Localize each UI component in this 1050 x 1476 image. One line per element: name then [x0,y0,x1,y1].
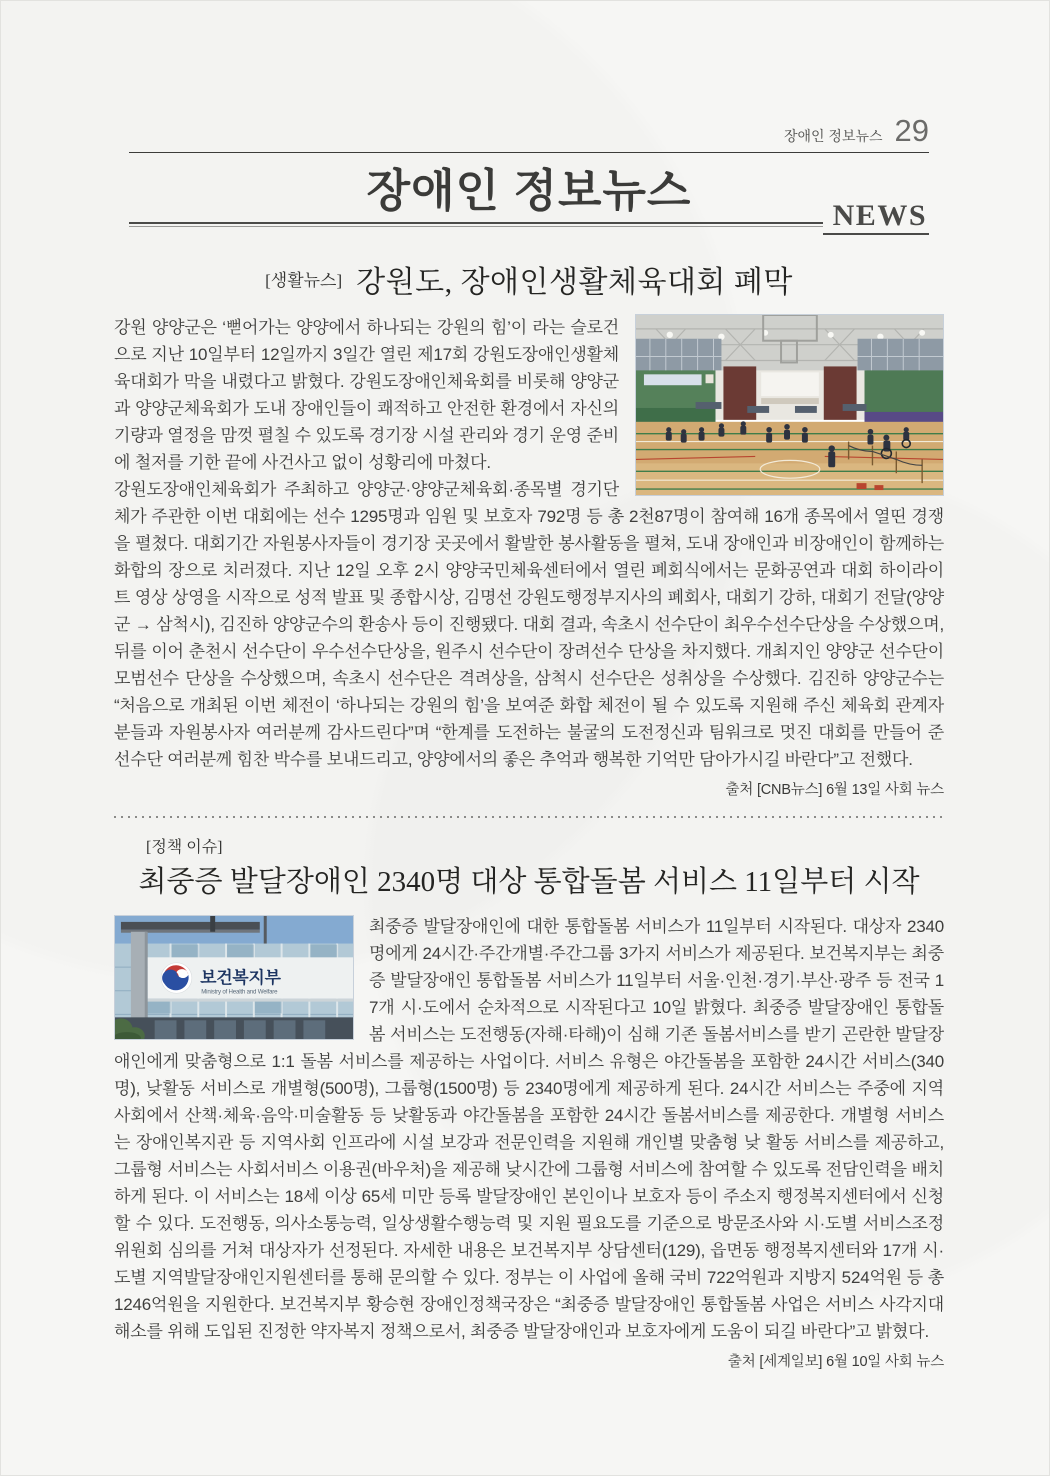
page-header [129,113,929,149]
article1-paragraph-2: 강원도장애인체육회가 주최하고 양양군·양양군체육회·종목별 경기단체가 주관한 이번 대회에는 선수 1295명과 임원 및 보호자 792명 등 총 2천87명이 참여해 16개 종목에서 열띤 경쟁을 펼쳤다. 대회기간 자원봉사자들이 경기장 곳곳에서 활발한 봉사활동을 펼쳐, 도내 장애인과 비장애인이 함께하는 화합의 장으로 치러졌다. 지난 12일 오후 2시 양양국민체육센터에서 열린 폐회식에서는 문화공연과 대회 하이라이트 영상 상영을 시작으로 성적 발표 및 종합시상, 김명선 강원도행정부지사의 폐회사, 대회기 강하, 대회기 전달(양양군 → 삼척시), 김진하 양양군수의 환송사 등이 진행됐다. 대회 결과, 속초시 선수단이 최우수선수단상을 수상했으며, 뒤를 이어 춘천시 선수단이 우수선수단상을, 원주시 선수단이 장려선수 단상을 차지했다. 개최지인 양양군 선수단이 모범선수 단상을 수상했으며, 속초시 선수단은 격려상을, 삼척시 선수단은 성취상을 수상했다. 김진하 양양군수는 “처음으로 개최된 이번 체전이 ‘하나되는 강원의 힘’을 보여준 화합 체전이 될 수 있도록 지원해 주신 체육회 관계자분들과 자원봉사자 여러분께 감사드린다”며 “한계를 도전하는 불굴의 도전정신과 팀워크로 멋진 대회를 만들어 준 선수단 여러분께 힘찬 박수를 보내드리고, 양양에서의 좋은 추억과 행복한 기억만 담아가시길 바란다”고 전했다. [114,480,944,769]
article2-body [114,913,944,1373]
ministry-sign-korean: 보건복지부 [200,967,281,987]
article2-source: 출처 [세계일보] 6월 10일 사회 뉴스 [727,1354,944,1370]
article1-header [114,257,944,301]
gymnasium-photo-illustration [636,315,943,495]
page-number: 29 [894,113,929,148]
article1-title: 강원도, 장애인생활체육대회 폐막 [356,266,793,299]
news-badge: NEWS [823,199,929,235]
article1-body [114,314,944,801]
section-label: 장애인 정보뉴스 [783,128,883,144]
moh-taegeuk-logo [161,963,192,994]
ministry-building-illustration [115,916,353,1039]
gymnasium-photo [635,314,944,496]
article2-category: [정책 이슈] [146,839,223,856]
article1-paragraph-1: 강원 양양군은 ‘뻗어가는 양양에서 하나되는 강원의 힘’이 라는 슬로건으로 지난 10일부터 12일까지 3일간 열린 제17회 강원도장애인생활체육대회가 막을 내렸다고 밝혔다. 강원도장애인체육회를 비롯해 양양군과 양양군체육회가 도내 장애인들이 쾌적하고 안전한 환경에서 자신의 기량과 열정을 맘껏 펼칠 수 있도록 경기장 시설 관리와 경기 운영 준비에 철저를 기한 끝에 사건사고 없이 성황리에 마쳤다. [114,318,619,472]
article2-title: 최중증 발달장애인 2340명 대상 통합돌봄 서비스 11일부터 시작 [138,866,920,898]
article2-header [114,834,944,900]
ministry-sign-english: Ministry of Health and Welfare [201,988,278,996]
article1-source: 출처 [CNB뉴스] 6월 13일 사회 뉴스 [725,782,944,798]
masthead [129,153,929,232]
article1-category: [생활뉴스] [265,271,343,290]
masthead-double-rule [129,222,929,227]
ministry-building-photo [114,915,354,1040]
article-divider [114,816,944,818]
masthead-title: 장애인 정보뉴스 [366,165,692,216]
article2-paragraph-1: 최중증 발달장애인에 대한 통합돌봄 서비스가 11일부터 시작된다. 대상자 2340명에게 24시간·주간개별·주간그룹 3가지 서비스가 제공된다. 보건복지부는 최중증 발달장애인 통합돌봄 서비스가 11일부터 서울·인천·경기·부산·광주 등 전국 17개 시·도에서 순차적으로 시작된다고 10일 밝혔다. 최중증 발달장애인 통합돌봄 서비스는 도전행동(자해·타해)이 심해 기존 돌봄서비스를 받기 곤란한 발달장애인에게 맞춤형으로 1:1 돌봄 서비스를 제공하는 사업이다. 서비스 유형은 야간돌봄을 포함한 24시간 서비스(340명), 낮활동 서비스로 개별형(500명), 그룹형(1500명) 등 2340명에게 제공하게 된다. 24시간 서비스는 주중에 지역사회에서 산책·체육·음악·미술활동 등 낮활동과 야간돌봄을 포함한 24시간 돌봄서비스를 제공한다. 개별형 서비스는 장애인복지관 등 지역사회 인프라에 시설 보강과 전문인력을 지원해 개인별 맞춤형 낮 활동 서비스를 제공하고, 그룹형 서비스는 사회서비스 이용권(바우처)을 제공해 낮시간에 그룹형 서비스에 참여할 수 있도록 전담인력을 배치하게 된다. 이 서비스는 18세 이상 65세 미만 등록 발달장애인 본인이나 보호자 등이 주소지 행정복지센터에서 신청할 수 있다. 도전행동, 의사소통능력, 일상생활수행능력 및 지원 필요도를 기준으로 방문조사와 시·도별 서비스조정위원회 심의를 거쳐 대상자가 선정된다. 자세한 내용은 보건복지부 상담센터(129), 읍면동 행정복지센터와 17개 시·도별 지역발달장애인지원센터를 통해 문의할 수 있다. 정부는 이 사업에 올해 국비 722억원과 지방지 524억원 등 총 1246억원을 지원한다. 보건복지부 황승현 장애인정책국장은 “최중증 발달장애인 통합돌봄 사업은 서비스 사각지대 해소를 위해 도입된 진정한 약자복지 정책으로서, 최중증 발달장애인과 보호자에게 도움이 되길 바란다”고 밝혔다. [114,917,944,1341]
